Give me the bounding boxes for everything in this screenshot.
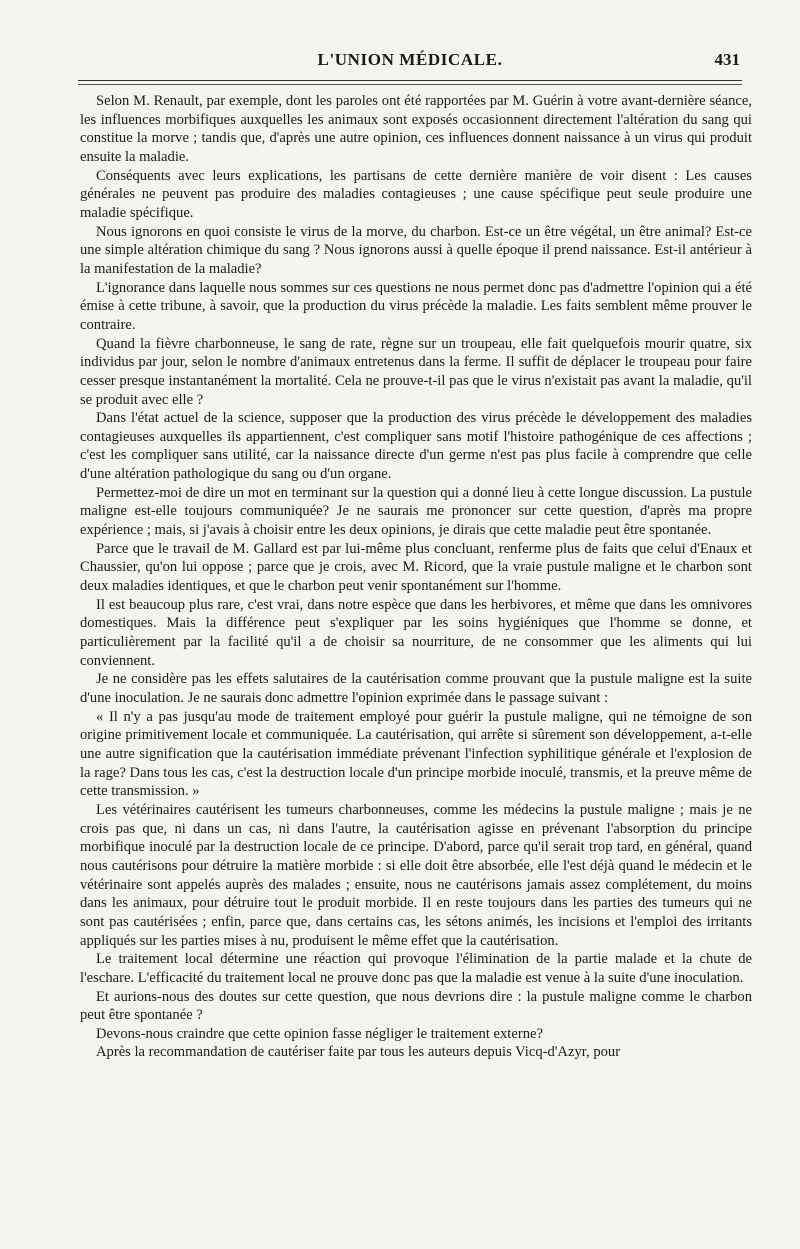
paragraph: Conséquents avec leurs explications, les partisans de cette dernière manière de voir disent : Les causes générales ne peuvent pas produire des maladies contagieuses ; une cause spécifique peut seule produire une maladie spécifique.: [80, 167, 752, 221]
page-header: [76, 50, 744, 74]
paragraph: Selon M. Renault, par exemple, dont les paroles ont été rapportées par M. Guérin à votre avant-dernière séance, les influences morbifiques auxquelles les animaux sont exposés occasionnent directement l'altération du sang qui constitue la morve ; tandis que, d'après une autre opinion, ces influences donnent naissance à un virus qui produit ensuite la maladie.: [80, 93, 752, 165]
paragraph: Je ne considère pas les effets salutaires de la cautérisation comme prouvant que la pustule maligne est la suite d'une inoculation. Je ne saurais donc admettre l'opinion exprimée dans le passage suivant :: [80, 671, 752, 706]
paragraph: Nous ignorons en quoi consiste le virus de la morve, du charbon. Est-ce un être végétal, un être animal? Est-ce une simple altération chimique du sang ? Nous ignorons aussi à quelle époque il prend naissance. Est-il antérieur à la manifestation de la maladie?: [80, 223, 752, 277]
header-rule-thin: [78, 84, 742, 85]
paragraph: Il est beaucoup plus rare, c'est vrai, dans notre espèce que dans les herbivores, et même que dans les omnivores domestiques. Mais la différence peut s'expliquer par les soins hygiéniques que l'homme se donne, et particulièrement par la facilité qu'il a de choisir sa nourriture, de ne consommer que les aliments qui lui conviennent.: [80, 596, 752, 669]
page-number: 431: [714, 50, 740, 69]
paragraph: Parce que le travail de M. Gallard est par lui-même plus concluant, renferme plus de faits que celui d'Enaux et Chaussier, qu'on lui oppose ; parce que je crois, avec M. Ricord, que la vraie pustule maligne et le charbon sont deux maladies identiques, et que le charbon peut venir spontanément sur l'homme.: [80, 540, 752, 595]
paragraph: Quand la fièvre charbonneuse, le sang de rate, règne sur un troupeau, elle fait quelquefois mourir quatre, six individus par jour, selon le nombre d'animaux entretenus dans la ferme. Il suffit de déplacer le troupeau pour faire cesser presque instantanément la mortalité. Cela ne prouve-t-il pas que le virus n'existait pas avant la maladie, qu'il se produit avec elle ?: [80, 335, 752, 408]
paragraph: Les vétérinaires cautérisent les tumeurs charbonneuses, comme les médecins la pustule maligne ; mais je ne crois pas que, ni dans un cas, ni dans l'autre, la cautérisation agisse en prévenant l'absorption du principe morbifique inoculé par la destruction locale de ce principe. D'abord, parce qu'il serait trop tard, en général, quand nous cautérisons pour détruire la matière morbide : si elle doit être absorbée, elle l'est déjà quand le médecin et le vétérinaire sont appelés auprès des malades ; ensuite, nous ne cautérisons jamais assez complétement, du moins dans les animaux, pour détruire tout le produit morbide. Il en reste toujours dans les parties des tumeurs qui ne sont pas cautérisées ; enfin, parce que, dans certains cas, les sétons animés, les incisions et l'emploi des irritants appliqués sur les parties mises à nu, produisent le même effet que la cautérisation.: [80, 801, 752, 949]
paragraph: Permettez-moi de dire un mot en terminant sur la question qui a donné lieu à cette longue discussion. La pustule maligne est-elle toujours communiquée? Je ne saurais me prononcer sur cette question, d'après ma propre expérience ; mais, si j'avais à choisir entre les deux opinions, je dirais que cette maladie peut être spontanée.: [80, 484, 752, 539]
header-rule: [78, 80, 742, 81]
paragraph: Et aurions-nous des doutes sur cette question, que nous devrions dire : la pustule maligne comme le charbon peut être spontanée ?: [80, 988, 752, 1024]
article-body: [80, 92, 752, 1062]
paragraph: L'ignorance dans laquelle nous sommes sur ces questions ne nous permet donc pas d'admettre l'opinion qui a été émise à cette tribune, à savoir, que la production du virus précède la maladie. Les faits semblent même prouver le contraire.: [80, 279, 752, 333]
paragraph: Le traitement local détermine une réaction qui provoque l'élimination de la partie malade et la chute de l'eschare. L'efficacité du traitement local ne prouve donc pas que la maladie est venue à la suite d'une inoculation.: [80, 951, 752, 986]
quoted-paragraph: « Il n'y a pas jusqu'au mode de traitement employé pour guérir la pustule maligne, qui ne témoigne de son origine primitivement locale et communiquée. La cautérisation, qui arrête si sûrement son développement, a-t-elle une autre signification que la cautérisation immédiate prévenant l'infection syphilitique générale et l'explosion de la rage? Dans tous les cas, c'est la destruction locale d'un principe morbide inoculé, transmis, et la preuve même de cette transmission. »: [80, 708, 752, 800]
paragraph: Après la recommandation de cautériser faite par tous les auteurs depuis Vicq-d'Azyr, pour: [96, 1044, 621, 1061]
paragraph: Dans l'état actuel de la science, supposer que la production des virus précède le développement des maladies contagieuses auxquelles ils appartiennent, c'est compliquer sans motif l'histoire pathogénique de ces affections ; c'est les compliquer sans utilité, car la naissance directe d'un germe n'est pas plus facile à comprendre que celle d'une altération pathologique du sang ou d'un organe.: [80, 410, 752, 483]
paragraph: Devons-nous craindre que cette opinion fasse négliger le traitement externe?: [96, 1025, 543, 1042]
running-title: L'UNION MÉDICALE.: [317, 50, 503, 69]
